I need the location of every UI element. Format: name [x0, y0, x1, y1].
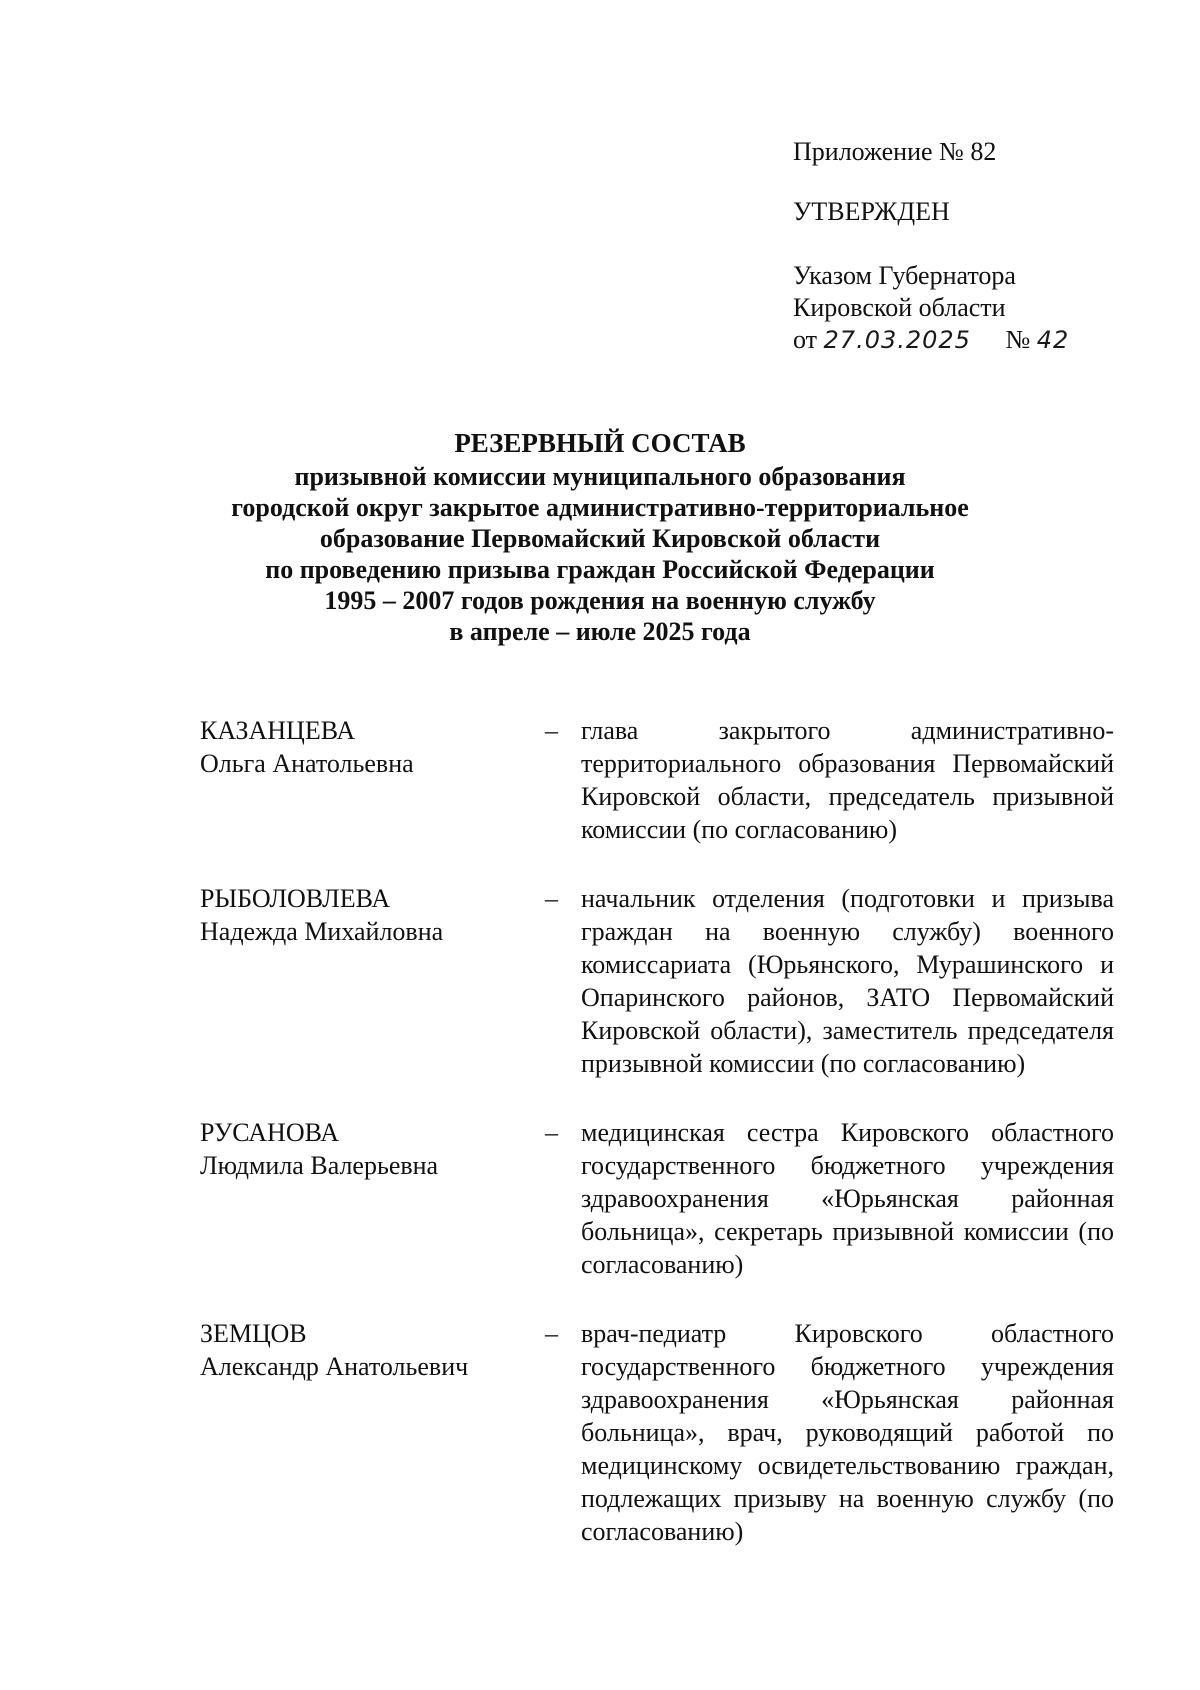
- member-role: начальник отделения (подготовки и призыва граждан на военную службу) военного комиссариата (Юрьянского, Мурашинского и Опаринского районов, ЗАТО Первомайский Кировской области), заместитель председателя призывной комиссии (по согласованию): [581, 884, 1114, 1078]
- document-title: [150, 428, 1050, 647]
- title-line: по проведению призыва граждан Российской Федерации: [265, 555, 935, 584]
- member-given-names: Александр Анатольевич: [200, 1352, 469, 1381]
- handwritten-number: 42: [1036, 326, 1070, 354]
- title-line: городской округ закрытое административно-территориальное: [231, 493, 969, 522]
- handwritten-date: 27.03.2025: [823, 326, 971, 354]
- member-dash: –: [545, 716, 558, 745]
- decree-line-2: Кировской области: [793, 293, 1006, 322]
- member-dash: –: [545, 1118, 558, 1147]
- member-surname: ЗЕМЦОВ: [200, 1319, 307, 1348]
- title-line: 1995 – 2007 годов рождения на военную службу: [324, 586, 876, 615]
- member-entry: [200, 882, 1120, 1080]
- number-prefix: №: [1005, 325, 1031, 354]
- member-role: глава закрытого административно-территориального образования Первомайский Кировской области, председатель призывной комиссии (по согласованию): [581, 716, 1114, 844]
- title-main: РЕЗЕРВНЫЙ СОСТАВ: [454, 428, 746, 458]
- member-given-names: Надежда Михайловна: [200, 917, 444, 946]
- appendix-number: Приложение № 82: [793, 137, 997, 166]
- title-line: образование Первомайский Кировской области: [319, 524, 881, 553]
- member-name: [200, 882, 545, 1080]
- member-dash: –: [545, 1319, 558, 1348]
- member-name: [200, 714, 545, 846]
- date-prefix: от: [793, 325, 818, 354]
- member-given-names: Людмила Валерьевна: [200, 1151, 439, 1180]
- title-line: в апреле – июле 2025 года: [449, 617, 751, 646]
- member-name: [200, 1317, 545, 1548]
- member-entry: [200, 1317, 1120, 1548]
- member-entry: [200, 1116, 1120, 1281]
- title-line: призывной комиссии муниципального образования: [294, 462, 906, 491]
- member-surname: РЫБОЛОВЛЕВА: [200, 884, 391, 913]
- member-role: медицинская сестра Кировского областного государственного бюджетного учреждения здравоохранения «Юрьянская районная больница», секретарь призывной комиссии (по согласованию): [581, 1118, 1114, 1279]
- member-surname: РУСАНОВА: [200, 1118, 340, 1147]
- member-entry: [200, 714, 1120, 846]
- member-given-names: Ольга Анатольевна: [200, 749, 414, 778]
- members-list: [200, 714, 1120, 1548]
- approval-stamp-text: УТВЕРЖДЕН: [793, 197, 950, 226]
- member-surname: КАЗАНЦЕВА: [200, 716, 356, 745]
- member-name: [200, 1116, 545, 1281]
- member-dash: –: [545, 884, 558, 913]
- member-role: врач-педиатр Кировского областного государственного бюджетного учреждения здравоохранения «Юрьянская районная больница», врач, руководящий работой по медицинскому освидетельствованию граждан, подлежащих призыву на военную службу (по согласованию): [581, 1319, 1114, 1546]
- approval-block: [793, 136, 1153, 356]
- decree-date-line: [793, 324, 1153, 356]
- decree-line-1: Указом Губернатора: [793, 261, 1016, 290]
